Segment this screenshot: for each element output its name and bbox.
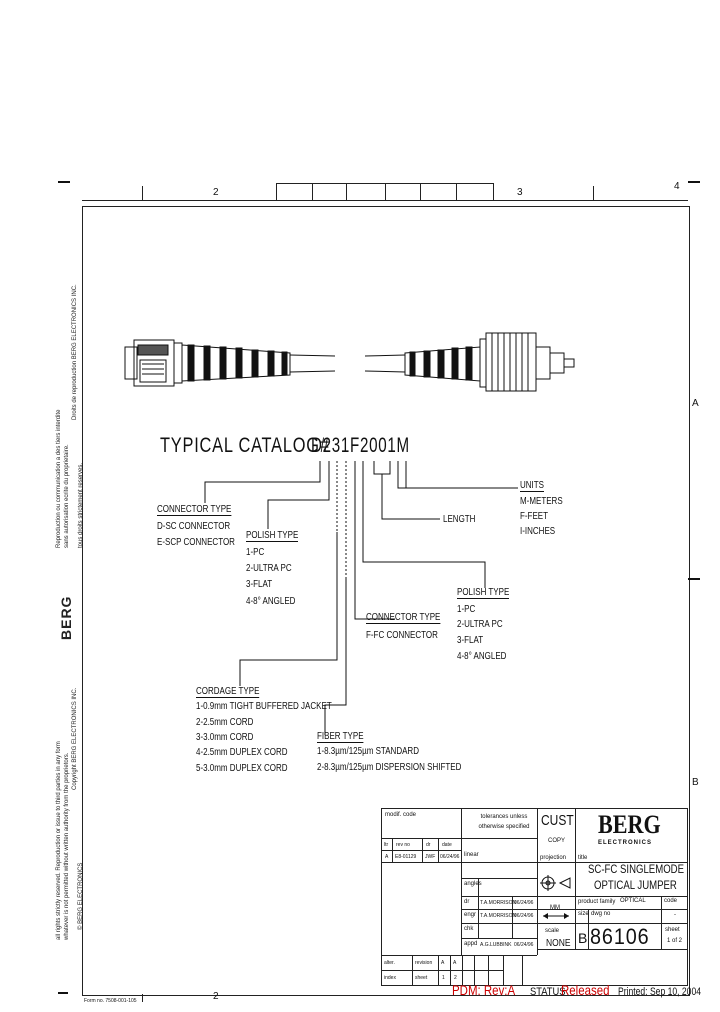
tb-logo: BERG <box>598 810 661 839</box>
tb-code-label: code <box>664 898 678 904</box>
projection-symbol-icon <box>540 874 572 892</box>
polish-type-left-option: 3-FLAT <box>246 579 273 590</box>
tb-scale-val: NONE <box>546 938 571 949</box>
polish-type-right-title: POLISH TYPE <box>457 587 510 598</box>
polish-type-left-option: 4-8° ANGLED <box>246 596 296 607</box>
tb-col <box>392 838 393 862</box>
tb-sheet-num: 2 <box>454 975 457 981</box>
tb-index-label: index <box>384 975 396 981</box>
tb-sheet2-label: sheet <box>415 975 428 981</box>
tb-appd-label: appd <box>464 941 478 947</box>
polish-type-right-option: 1-PC <box>457 604 476 615</box>
zone-label-4: 4 <box>674 181 680 192</box>
tb-title-line1: SC-FC SINGLEMODE <box>588 862 685 876</box>
connector-type-left-option: D-SC CONNECTOR <box>157 521 231 532</box>
tb-line <box>381 955 537 956</box>
tb-line <box>381 838 537 839</box>
tb-cust: CUST <box>541 812 574 829</box>
connector-type-right-option: F-FC CONNECTOR <box>366 630 438 641</box>
fiber-type-option: 1-8.3µm/125µm STANDARD <box>317 746 419 757</box>
tb-projection: projection <box>540 855 567 861</box>
units-option: F-FEET <box>520 511 548 522</box>
tb-title-label: title <box>578 855 588 861</box>
tb-product-family-val: OPTICAL <box>620 898 646 904</box>
tb-line <box>381 970 503 971</box>
tb-line <box>381 850 461 851</box>
tb-alter-label: alter. <box>384 960 395 966</box>
units-option: M-METERS <box>520 496 563 507</box>
side-notice-1: all rights strictly reserved. Reproduction or issue to third parties in any form <box>56 741 62 940</box>
tb-dr-date: 06/24/96 <box>514 900 534 906</box>
tb-rev-row: 06/24/96 <box>440 854 460 860</box>
polish-type-left-option: 1-PC <box>246 547 265 558</box>
tb-modif-code: modif. code <box>385 812 417 818</box>
side-notice-7: Droits de reproduction BERG ELECTRONICS INC. <box>72 284 78 420</box>
cordage-type-option: 2-2.5mm CORD <box>196 717 254 728</box>
catalog-prefix: TYPICAL CATALOG# <box>160 434 330 457</box>
tb-sheet-label: sheet <box>665 927 680 933</box>
tb-col <box>438 955 439 986</box>
connector-type-left-title: CONNECTOR TYPE <box>157 504 232 515</box>
cordage-type-option: 3-3.0mm CORD <box>196 732 254 743</box>
zone-label-B: B <box>692 777 699 788</box>
polish-type-left-option: 2-ULTRA PC <box>246 563 292 574</box>
fiber-type-title: FIBER TYPE <box>317 731 364 742</box>
tb-title-line2: OPTICAL JUMPER <box>594 878 677 892</box>
pdm-rev: PDM: Rev:A <box>452 982 516 998</box>
tb-units-val: MM <box>550 905 560 911</box>
tb-copy: COPY <box>548 838 566 844</box>
tb-engr-name: T.A.MORRISON <box>480 913 517 919</box>
tb-revision-label: revision <box>415 960 433 966</box>
tb-col <box>450 955 451 986</box>
tb-rev-header: rev no <box>396 842 410 848</box>
tb-engr-date: 06/24/96 <box>514 913 534 919</box>
printed-date: Printed: Sep 10, 2004 <box>618 986 702 998</box>
connector-type-left-option: E-SCP CONNECTOR <box>157 537 235 548</box>
tb-col <box>522 955 523 986</box>
tb-rev-row: JWF <box>425 854 436 860</box>
cordage-type-option: 1-0.9mm TIGHT BUFFERED JACKET <box>196 701 332 712</box>
cordage-type-option: 5-3.0mm DUPLEX CORD <box>196 763 288 774</box>
tb-col <box>661 896 662 949</box>
tb-sheet-val: 1 of 2 <box>667 938 683 944</box>
tb-linear: linear <box>464 852 479 858</box>
tb-col <box>412 955 413 986</box>
side-notice-2: whatever is not permitted without written authority from the proprietors. <box>64 752 70 940</box>
tb-dwg-label: dwg no <box>591 911 611 917</box>
tb-rev-val: A <box>453 960 457 966</box>
side-notice-3: Copyright BERG ELECTRONICS INC. <box>72 687 78 790</box>
tb-appd-date: 06/24/96 <box>514 942 534 948</box>
tb-col <box>575 808 576 949</box>
polish-type-right-option: 2-ULTRA PC <box>457 619 503 630</box>
cordage-type-title: CORDAGE TYPE <box>196 686 260 697</box>
tb-col <box>537 808 538 955</box>
tb-rev-val: A <box>441 960 445 966</box>
tb-dr-name: T.A.MORRISON <box>480 900 517 906</box>
units-option: I-INCHES <box>520 526 556 537</box>
status-value: Released <box>561 982 610 998</box>
tb-col <box>478 878 479 938</box>
polish-type-right-option: 4-8° ANGLED <box>457 651 507 662</box>
tb-size-val: B <box>578 930 588 946</box>
tb-logo-sub: ELECTRONICS <box>598 840 653 846</box>
polish-type-left-title: POLISH TYPE <box>246 530 299 541</box>
catalog-number: D231F2001M <box>311 434 410 457</box>
tb-rev-row: E8-01129 <box>395 854 417 860</box>
tb-sheet-num: 1 <box>442 975 445 981</box>
side-notice-8: tous droits strictement reserves. <box>78 462 84 548</box>
fiber-type-option: 2-8.3µm/125µm DISPERSION SHIFTED <box>317 762 462 773</box>
tb-rev-header: dr <box>426 842 431 848</box>
side-logo: BERG <box>58 595 74 640</box>
tb-engr-label: engr <box>464 912 477 918</box>
tb-dr-label: dr <box>464 899 470 905</box>
tb-rev-header: date <box>442 842 452 848</box>
zone-label-bottom-2: 2 <box>213 991 219 1002</box>
double-arrow-icon <box>541 912 571 920</box>
length-label: LENGTH <box>443 514 476 525</box>
cordage-type-option: 4-2.5mm DUPLEX CORD <box>196 747 288 758</box>
tb-angles: angles <box>464 881 482 887</box>
units-title: UNITS <box>520 480 544 491</box>
polish-type-right-option: 3-FLAT <box>457 635 484 646</box>
tb-tolerances: tolerances unless otherwise specified <box>478 814 530 830</box>
tb-scale-label: scale <box>545 928 560 934</box>
side-notice-4: © BERG ELECTRONICS <box>78 862 84 930</box>
status-label: STATUS <box>530 986 566 998</box>
tb-rev-header: ltr <box>384 842 389 848</box>
tb-rev-row: A <box>385 854 389 860</box>
tb-col <box>438 838 439 862</box>
tb-product-family-label: product family <box>578 899 616 905</box>
zone-label-2: 2 <box>213 187 219 198</box>
tb-line <box>461 878 537 879</box>
form-number: Form no. 7508-001-105 <box>84 998 137 1004</box>
zone-label-A: A <box>692 398 699 409</box>
tb-dwg-no: 86106 <box>590 924 650 949</box>
tb-chk-label: chk <box>464 926 474 932</box>
side-notice-5: Reproduction ou communication a des tiers interdite <box>56 409 62 548</box>
connector-type-right-title: CONNECTOR TYPE <box>366 612 441 623</box>
tb-size-label: size <box>578 911 589 917</box>
tb-code-val: - <box>674 912 676 918</box>
tb-appd-name: A.G.LUBBINK <box>480 942 512 948</box>
side-notice-6: sans autorisation ecrite du proprietaire. <box>64 444 70 548</box>
tb-col <box>575 808 688 809</box>
tb-col <box>422 838 423 862</box>
tb-col <box>461 808 462 955</box>
zone-label-3: 3 <box>517 187 523 198</box>
tb-line <box>461 938 537 939</box>
